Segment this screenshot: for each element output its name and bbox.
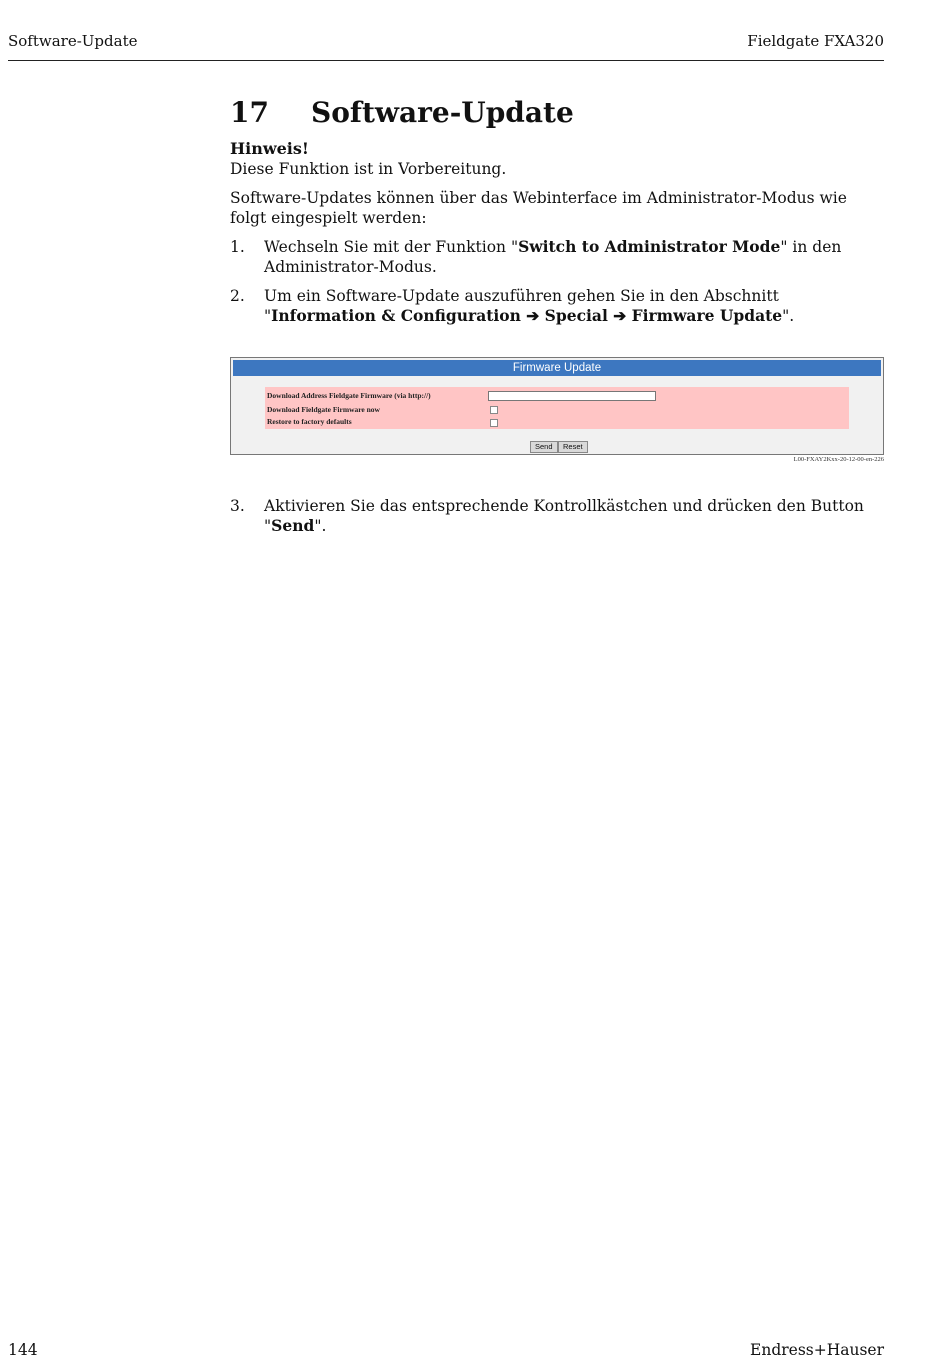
download-address-label: Download Address Fieldgate Firmware (via http://) <box>267 391 431 400</box>
step-3 <box>230 496 870 536</box>
note-text: Diese Funktion ist in Vorbereitung. <box>230 160 507 178</box>
running-header <box>8 32 884 61</box>
step-1 <box>230 237 870 277</box>
chapter-heading <box>230 96 870 129</box>
figure-title-bar: Firmware Update <box>233 360 881 376</box>
reset-button[interactable]: Reset <box>558 441 588 453</box>
chapter-number: 17 <box>230 96 269 129</box>
step-number: 3. <box>230 497 245 515</box>
step-2 <box>230 286 870 326</box>
figure-code: L00-FXAY2Kxx-20-12-00-en-226 <box>793 456 884 463</box>
step-emphasis: Switch to Administrator Mode <box>518 237 781 256</box>
page-number: 144 <box>8 1341 38 1359</box>
intro-paragraph: Software-Updates können über das Webinterface im Administrator-Modus wie folgt eingespielt werden: <box>230 189 847 227</box>
step-emphasis: Information & Configuration ➔ Special ➔ Firmware Update <box>271 306 783 325</box>
note-title: Hinweis! <box>230 139 309 158</box>
step-3-container <box>230 496 870 545</box>
step-text: Um ein Software-Update auszuführen gehen Sie in den Abschnitt "Information & Configuration ➔ Special ➔ Firmware Update". <box>264 287 795 325</box>
footer-brand: Endress+Hauser <box>750 1341 884 1359</box>
step-emphasis: Send <box>271 516 315 535</box>
header-section-title: Software-Update <box>8 32 138 50</box>
restore-defaults-label: Restore to factory defaults <box>267 417 352 426</box>
step-number: 2. <box>230 287 245 305</box>
step-text: Wechseln Sie mit der Funktion "Switch to Administrator Mode" in den Administrator-Modus. <box>264 237 842 276</box>
download-now-label: Download Fieldgate Firmware now <box>267 405 380 414</box>
chapter-title: Software-Update <box>311 96 574 129</box>
step-text: Aktivieren Sie das entsprechende Kontrollkästchen und drücken den Button "Send". <box>264 497 864 535</box>
main-content <box>230 96 870 335</box>
download-now-checkbox[interactable] <box>490 406 498 414</box>
firmware-update-screenshot <box>230 357 884 455</box>
download-address-input[interactable] <box>488 391 656 401</box>
send-button[interactable]: Send <box>530 441 558 453</box>
step-number: 1. <box>230 238 245 256</box>
restore-defaults-checkbox[interactable] <box>490 419 498 427</box>
header-product-name: Fieldgate FXA320 <box>747 32 884 50</box>
firmware-form <box>265 387 849 429</box>
